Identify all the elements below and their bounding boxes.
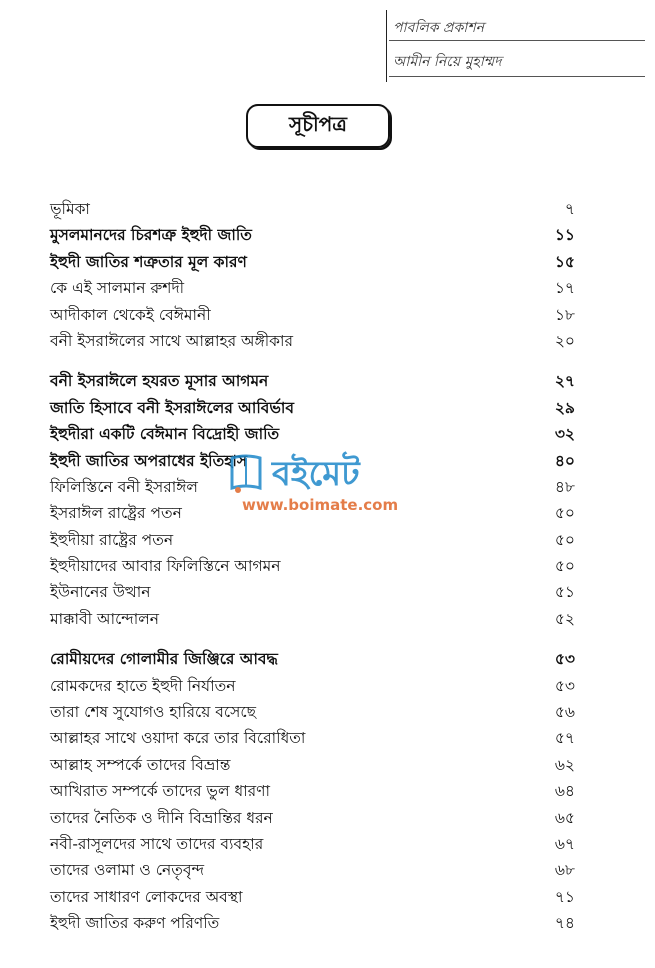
toc-row bbox=[50, 222, 575, 248]
toc-entry-title: মুসলমানদের চিরশত্রু ইহুদী জাতি bbox=[50, 226, 252, 245]
toc-row bbox=[50, 910, 575, 936]
toc-entry-title: তাদের ওলামা ও নেতৃবৃন্দ bbox=[50, 861, 204, 880]
stamp-line-2: আমীন নিয়ে মুহাম্মদ bbox=[393, 54, 502, 70]
toc-row bbox=[50, 527, 575, 553]
toc-entry-title: আল্লাহর সাথে ওয়াদা করে তার বিরোধিতা bbox=[50, 729, 306, 748]
toc-entry-page: ১৮ bbox=[554, 305, 575, 324]
toc-entry-page: ১৫ bbox=[554, 252, 575, 271]
toc-entry-title: ইহুদীয়া রাষ্ট্রের পতন bbox=[50, 530, 174, 549]
toc-entry-title: কে এই সালমান রুশদী bbox=[50, 279, 185, 298]
toc-entry-title: নবী-রাসূলদের সাথে তাদের ব্যবহার bbox=[50, 834, 264, 853]
toc-entry-page: ৫৬ bbox=[554, 703, 575, 722]
toc-entry-title: বনী ইসরাঈলের সাথে আল্লাহর অঙ্গীকার bbox=[50, 331, 294, 350]
toc-entry-page: ৫০ bbox=[554, 504, 575, 523]
stamp-rule bbox=[389, 76, 645, 77]
toc-entry-page: ২৭ bbox=[554, 372, 575, 391]
toc-entry-title: জাতি হিসাবে বনী ইসরাঈলের আবির্ভাব bbox=[50, 398, 295, 417]
book-logo-icon bbox=[228, 454, 264, 494]
toc-group bbox=[50, 646, 575, 936]
toc-entry-title: তাদের নৈতিক ও দীনি বিভ্রান্তির ধরন bbox=[50, 808, 273, 827]
group-spacer bbox=[50, 632, 575, 646]
toc-entry-title: রোমীয়দের গোলামীর জিঞ্জিরে আবদ্ধ bbox=[50, 650, 278, 669]
toc-entry-title: আখিরাত সম্পর্কে তাদের ভুল ধারণা bbox=[50, 782, 271, 801]
toc-entry-title: ইহুদী জাতির করুণ পরিণতি bbox=[50, 914, 220, 933]
stamp-line-1: পাবলিক প্রকাশন bbox=[393, 20, 484, 36]
toc-row bbox=[50, 752, 575, 778]
toc-entry-page: ৭ bbox=[564, 200, 575, 218]
toc-entry-page: ৪৮ bbox=[554, 477, 575, 496]
group-spacer bbox=[50, 354, 575, 368]
toc-row bbox=[50, 249, 575, 275]
toc-entry-title: রোমকদের হাতে ইহুদী নির্যাতন bbox=[50, 676, 236, 695]
toc-row bbox=[50, 553, 575, 579]
toc-entry-title: ইসরাঈল রাষ্ট্রের পতন bbox=[50, 504, 182, 523]
toc-entry-title: তারা শেষ সুযোগও হারিয়ে বসেছে bbox=[50, 703, 256, 722]
toc-row bbox=[50, 196, 575, 222]
toc-row bbox=[50, 805, 575, 831]
toc-entry-page: ৫৩ bbox=[554, 676, 575, 695]
toc-row bbox=[50, 421, 575, 447]
toc-row bbox=[50, 884, 575, 910]
toc-row bbox=[50, 699, 575, 725]
toc-row bbox=[50, 778, 575, 804]
toc-entry-page: ৫১ bbox=[554, 583, 575, 602]
toc-row bbox=[50, 857, 575, 883]
page-title: সূচীপত্র bbox=[289, 111, 347, 136]
toc-entry-title: আদীকাল থেকেই বেঈমানী bbox=[50, 305, 211, 324]
watermark-brand: বইমেট bbox=[272, 454, 360, 494]
toc-group bbox=[50, 196, 575, 354]
toc-entry-page: ২৯ bbox=[554, 398, 575, 417]
toc-entry-title: আল্লাহ সম্পর্কে তাদের বিভ্রান্ত bbox=[50, 755, 231, 774]
toc-row bbox=[50, 725, 575, 751]
toc-row bbox=[50, 646, 575, 672]
toc-entry-title: ইহুদীরা একটি বেঈমান বিদ্রোহী জাতি bbox=[50, 425, 280, 444]
toc-entry-page: ৬২ bbox=[554, 755, 575, 774]
toc-row bbox=[50, 302, 575, 328]
toc-entry-page: ৭৪ bbox=[554, 914, 575, 933]
toc-entry-page: ৭১ bbox=[554, 887, 575, 906]
toc-row bbox=[50, 368, 575, 394]
toc-entry-page: ৬৪ bbox=[554, 782, 575, 801]
library-stamp bbox=[386, 10, 645, 82]
watermark-url: www.boimate.com bbox=[242, 496, 399, 514]
toc-entry-page: ৩২ bbox=[554, 425, 575, 444]
toc-row bbox=[50, 275, 575, 301]
toc-entry-title: তাদের সাধারণ লোকদের অবস্থা bbox=[50, 887, 243, 906]
toc-entry-title: ইউনানের উত্থান bbox=[50, 583, 151, 602]
contents-title-box bbox=[246, 104, 390, 148]
toc-entry-title: ইহুদী জাতির শত্রুতার মূল কারণ bbox=[50, 252, 247, 271]
toc-entry-page: ৫০ bbox=[554, 557, 575, 576]
toc-entry-page: ৫৩ bbox=[554, 650, 575, 669]
toc-entry-page: ৫২ bbox=[554, 609, 575, 628]
toc-entry-page: ১১ bbox=[554, 226, 575, 245]
watermark bbox=[228, 448, 428, 518]
table-of-contents bbox=[50, 196, 575, 937]
toc-row bbox=[50, 673, 575, 699]
toc-entry-title: ফিলিস্তিনে বনী ইসরাঈল bbox=[50, 477, 198, 496]
toc-entry-title: মাক্কাবী আন্দোলন bbox=[50, 609, 160, 628]
toc-entry-title: বনী ইসরাঈলে হযরত মূসার আগমন bbox=[50, 372, 269, 391]
toc-entry-title: ভূমিকা bbox=[50, 200, 90, 218]
toc-entry-title: ইহুদী জাতির অপরাধের ইতিহাস bbox=[50, 451, 248, 470]
stamp-rule bbox=[389, 40, 645, 41]
toc-row bbox=[50, 395, 575, 421]
toc-entry-page: ২০ bbox=[554, 331, 575, 350]
toc-entry-page: ৬৭ bbox=[554, 834, 575, 853]
toc-entry-page: ১৭ bbox=[554, 279, 575, 298]
toc-entry-page: ৬৫ bbox=[554, 808, 575, 827]
toc-row bbox=[50, 579, 575, 605]
toc-entry-page: ৫৭ bbox=[554, 729, 575, 748]
toc-entry-page: ৬৮ bbox=[554, 861, 575, 880]
toc-row bbox=[50, 606, 575, 632]
toc-entry-title: ইহুদীয়াদের আবার ফিলিস্তিনে আগমন bbox=[50, 557, 281, 576]
toc-entry-page: ৫০ bbox=[554, 530, 575, 549]
toc-entry-page: ৪০ bbox=[554, 451, 575, 470]
toc-row bbox=[50, 328, 575, 354]
toc-row bbox=[50, 831, 575, 857]
